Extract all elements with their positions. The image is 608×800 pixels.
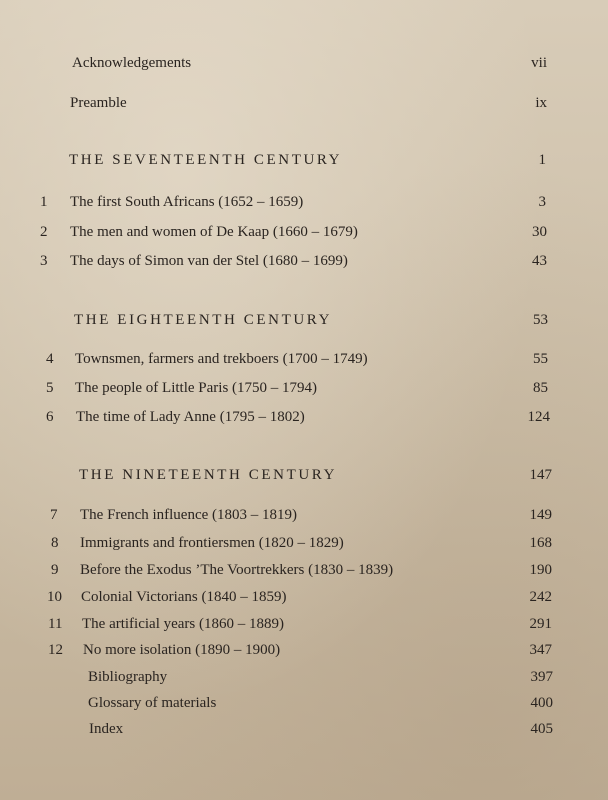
chapter-title: Townsmen, farmers and trekboers (1700 – 1749) [75, 351, 368, 367]
chapter-page: 190 [529, 562, 552, 578]
section-heading-seventeenth-century: THE SEVENTEENTH CENTURY [69, 152, 343, 168]
chapter-page: 43 [532, 253, 547, 269]
toc-entry-acknowledgements: Acknowledgements [72, 55, 192, 71]
toc-entry-index: Index [89, 721, 124, 737]
chapter-title: The time of Lady Anne (1795 – 1802) [76, 409, 305, 425]
toc-entry-preamble: Preamble [70, 95, 127, 111]
chapter-number: 5 [46, 380, 54, 396]
toc-entry-bibliography: Bibliography [88, 669, 168, 685]
chapter-number: 1 [40, 194, 48, 210]
chapter-title: Immigrants and frontiersmen (1820 – 1829) [80, 535, 344, 551]
chapter-number: 2 [40, 224, 48, 240]
chapter-page: 291 [529, 616, 552, 632]
chapter-title: Colonial Victorians (1840 – 1859) [81, 589, 287, 605]
chapter-number: 4 [46, 351, 54, 367]
chapter-page: 347 [529, 642, 552, 658]
chapter-number: 3 [40, 253, 48, 269]
toc-page-acknowledgements: vii [531, 55, 547, 71]
toc-page-glossary: 400 [530, 695, 553, 711]
chapter-page: 149 [529, 507, 552, 523]
chapter-page: 168 [529, 535, 552, 551]
chapter-title: Before the Exodus ’The Voortrekkers (1830 – 1839) [80, 562, 394, 578]
chapter-number: 7 [50, 507, 58, 523]
chapter-number: 11 [48, 616, 63, 632]
chapter-number: 8 [51, 535, 59, 551]
section-heading-nineteenth-century: THE NINETEENTH CENTURY [79, 467, 338, 483]
chapter-title: The first South Africans (1652 – 1659) [70, 194, 304, 210]
toc-entry-glossary: Glossary of materials [88, 695, 217, 711]
chapter-number: 12 [48, 642, 63, 658]
chapter-title: The days of Simon van der Stel (1680 – 1699) [70, 253, 348, 269]
chapter-page: 55 [533, 351, 548, 367]
section-heading-eighteenth-century: THE EIGHTEENTH CENTURY [74, 312, 333, 328]
chapter-page: 124 [527, 409, 550, 425]
section-page-seventeenth-century: 1 [538, 152, 546, 168]
chapter-title: The artificial years (1860 – 1889) [82, 616, 285, 632]
chapter-page: 85 [533, 380, 548, 396]
chapter-title: The men and women of De Kaap (1660 – 1679) [70, 224, 358, 240]
chapter-title: No more isolation (1890 – 1900) [83, 642, 281, 658]
chapter-page: 3 [538, 194, 546, 210]
chapter-page: 30 [532, 224, 547, 240]
chapter-page: 242 [529, 589, 552, 605]
toc-page-index: 405 [530, 721, 553, 737]
section-page-nineteenth-century: 147 [529, 467, 552, 483]
section-page-eighteenth-century: 53 [533, 312, 548, 328]
chapter-number: 9 [51, 562, 59, 578]
toc-page-bibliography: 397 [530, 669, 553, 685]
chapter-number: 6 [46, 409, 54, 425]
chapter-number: 10 [47, 589, 62, 605]
chapter-title: The people of Little Paris (1750 – 1794) [75, 380, 318, 396]
toc-page-preamble: ix [535, 95, 547, 111]
chapter-title: The French influence (1803 – 1819) [80, 507, 298, 523]
